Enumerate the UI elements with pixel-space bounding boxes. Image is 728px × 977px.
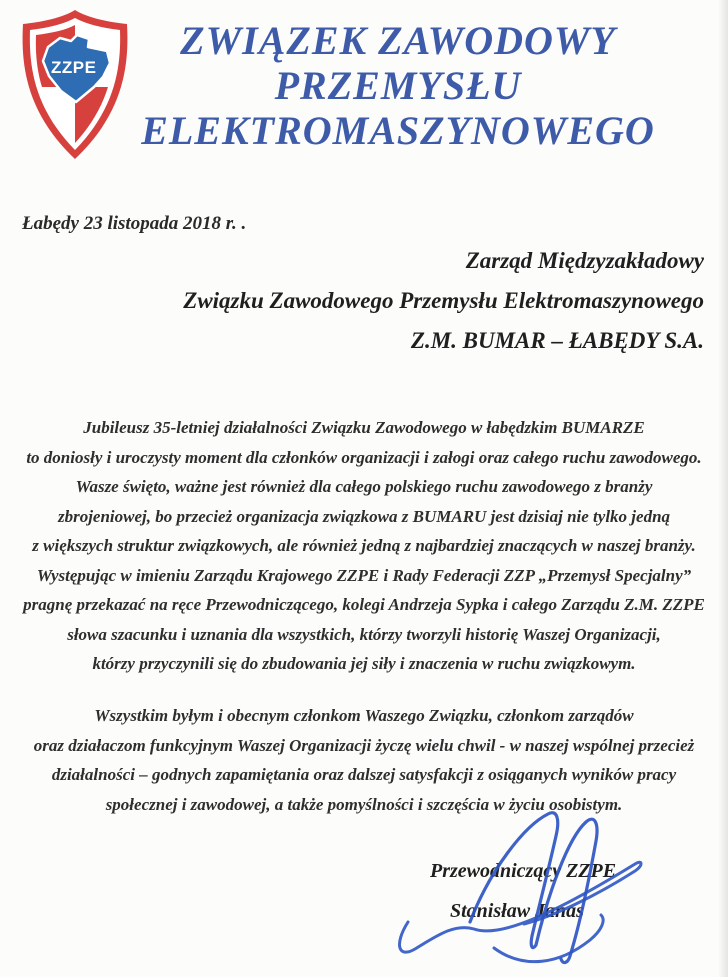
paragraph2-line: społecznej i zawodowej, a także pomyślności i szczęścia w życiu osobistym. <box>105 794 623 814</box>
addressee-line-2: Związku Zawodowego Przemysłu Elektromaszynowego <box>183 288 704 313</box>
addressee-block <box>144 241 704 361</box>
paragraph1-line: Wasze święto, ważne jest również dla całego polskiego ruchu zawodowego z branży <box>75 477 653 496</box>
signature-role: Przewodniczący ZZPE <box>430 860 617 882</box>
paragraph1-line: słowa szacunku i uznania dla wszystkich, którzy tworzyli historię Waszej Organizacji, <box>67 624 661 644</box>
body-paragraph-2 <box>6 701 722 819</box>
paragraph1-line: zbrojeniowej, bo przecież organizacja związkowa z BUMARU jest dzisiaj nie tylko jedną <box>57 506 671 526</box>
paragraph1-line: Występując w imieniu Zarządu Krajowego ZZPE i Rady Federacji ZZP „Przemysł Specjalny” <box>36 565 692 585</box>
paragraph1-line: to doniosły i uroczysty moment dla członków organizacji i załogi oraz całego ruchu zawodowego. <box>26 447 702 467</box>
paragraph1-line: Jubileusz 35-letniej działalności Związku Zawodowego w łabędzkim BUMARZE <box>83 418 645 437</box>
logo-acronym: ZZPE <box>51 58 97 77</box>
paragraph1-line: z większych struktur związkowych, ale również jedną z najbardziej znaczących w naszej branży. <box>32 536 696 555</box>
paragraph2-line: Wszystkim byłym i obecnym członkom Waszego Związku, członkom zarządów <box>94 706 634 725</box>
addressee-line-3: Z.M. BUMAR – ŁABĘDY S.A. <box>410 328 704 353</box>
signature-name: Stanisław Janas <box>450 900 584 922</box>
letterhead-line-2: PRZEMYSŁU <box>274 63 522 108</box>
addressee-line-1: Zarząd Międzyzakładowy <box>465 248 704 273</box>
letterhead-line-3: ELEKTROMASZYNOWEGO <box>141 108 655 153</box>
date-line: Łabędy 23 listopada 2018 r. . <box>22 213 247 234</box>
paragraph2-line: oraz działaczom funkcyjnym Waszej Organizacji życzę wielu chwil - w naszej wspólnej przecież <box>33 735 695 755</box>
letterhead-title <box>118 18 678 153</box>
paragraph2-line: działalności – godnych zapamiętania oraz dalszej satysfakcji z osiąganych wyników pracy <box>51 765 677 784</box>
paragraph1-line: którzy przyczynili się do zbudowania jej siły i znaczenia w ruchu związkowym. <box>92 654 636 673</box>
paragraph1-line: pragnę przekazać na ręce Przewodniczącego, kolegi Andrzeja Sypka i całego Zarządu Z.M. ZZPE <box>23 595 705 614</box>
letterhead-line-1: ZWIĄZEK ZAWODOWY <box>180 18 616 63</box>
body-paragraph-1 <box>6 413 722 679</box>
signature-block <box>430 860 616 923</box>
